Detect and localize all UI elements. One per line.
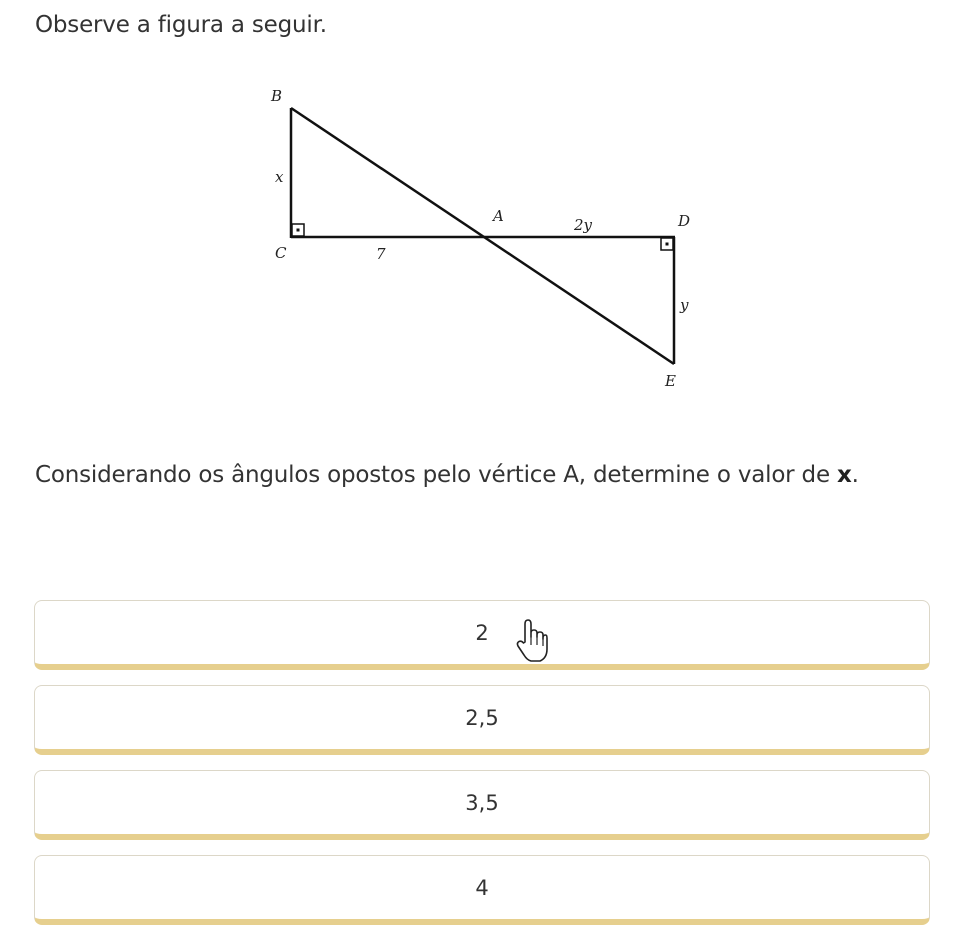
label-D: D — [678, 212, 691, 230]
label-C: C — [275, 244, 287, 262]
label-2y: 2y — [574, 216, 593, 234]
triangle-figure — [240, 78, 720, 408]
option-button-3[interactable] — [34, 770, 930, 840]
label-B: B — [271, 87, 283, 105]
hand-pointer-icon — [516, 618, 548, 664]
question-text: Considerando os ângulos opostos pelo vértice A, determine o valor de x. — [35, 462, 859, 488]
right-angle-C-icon — [292, 224, 304, 236]
option-label: 2 — [475, 620, 489, 645]
right-angle-D-icon — [661, 238, 673, 250]
question-variable: x — [837, 462, 852, 488]
option-label: 2,5 — [465, 705, 499, 730]
option-button-4[interactable] — [34, 855, 930, 925]
option-button-2[interactable] — [34, 685, 930, 755]
label-7: 7 — [376, 245, 386, 263]
label-x: x — [275, 168, 284, 186]
option-button-1[interactable] — [34, 600, 930, 670]
option-label: 3,5 — [465, 790, 499, 815]
label-A: A — [493, 207, 504, 225]
label-y: y — [680, 296, 689, 314]
label-E: E — [665, 372, 676, 390]
answer-options — [34, 600, 930, 940]
intro-text: Observe a figura a seguir. — [35, 12, 327, 38]
option-label: 4 — [475, 875, 489, 900]
